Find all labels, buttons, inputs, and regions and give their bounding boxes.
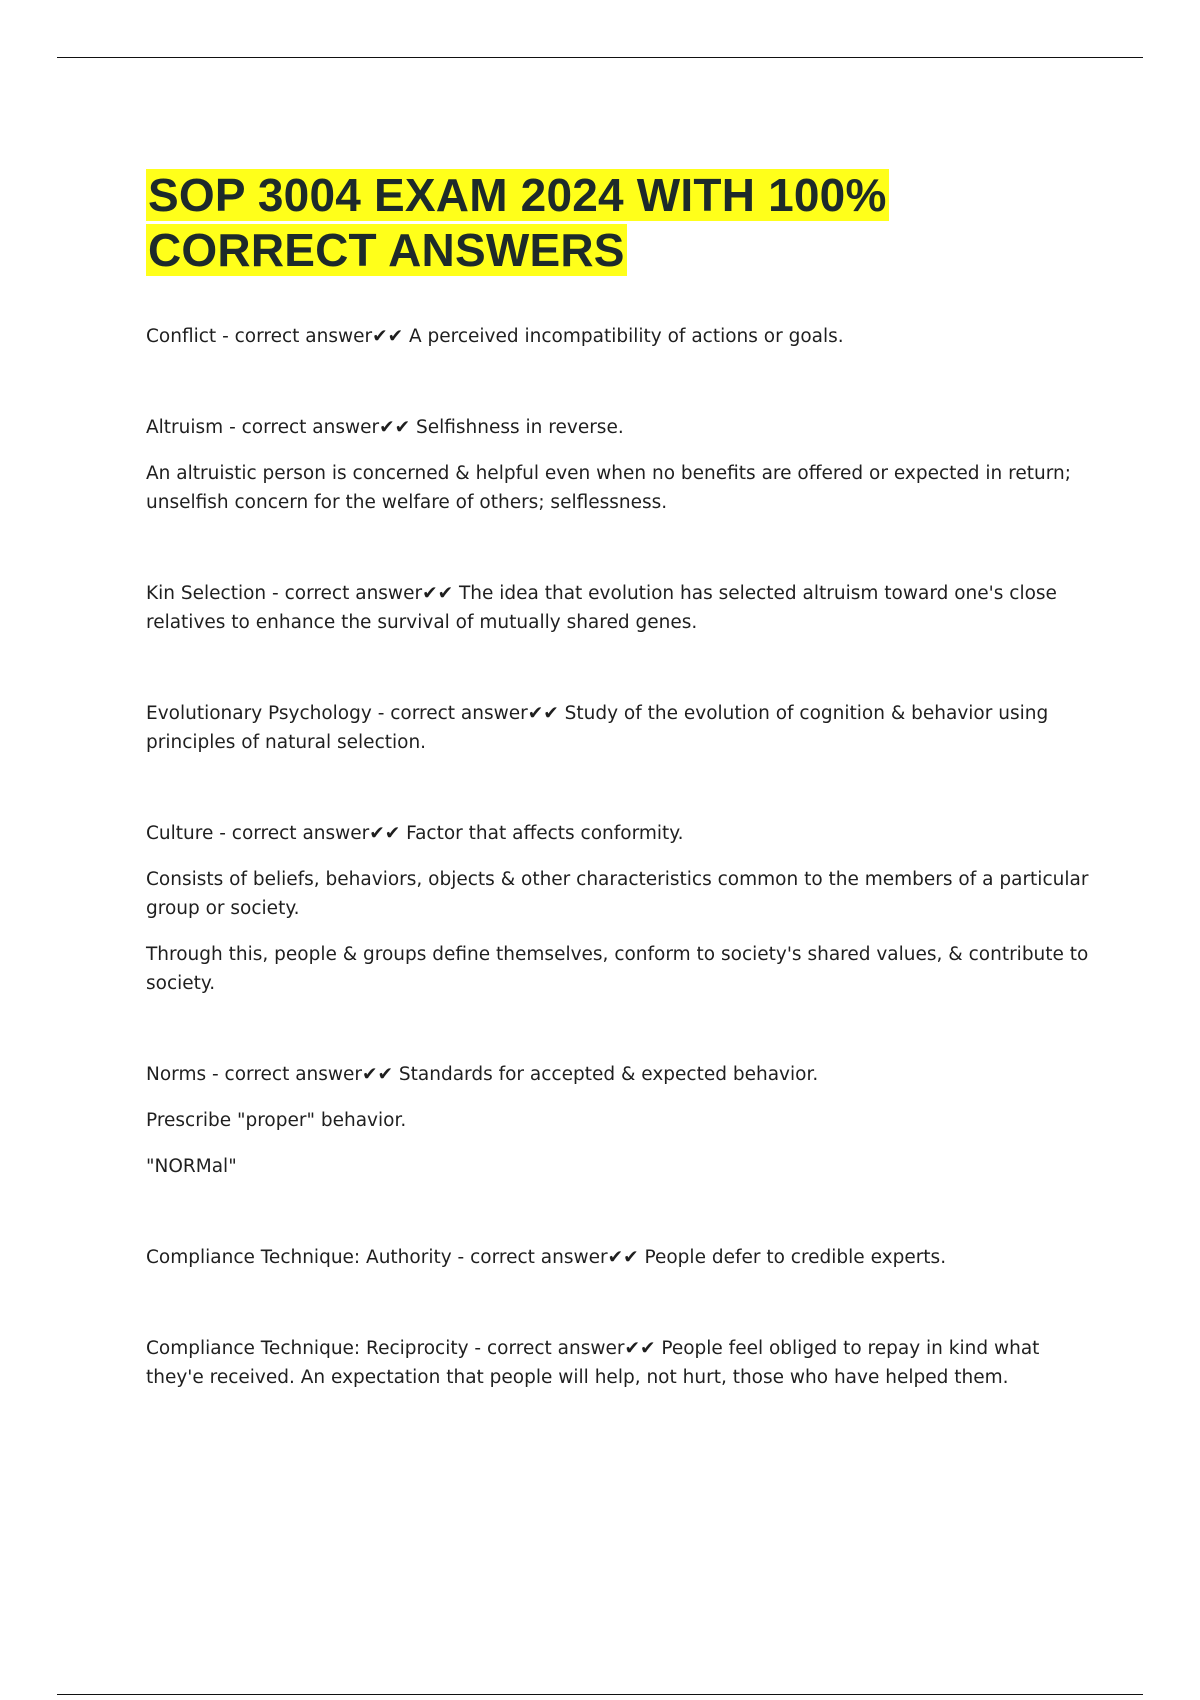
qa-separator: - correct answer — [451, 1247, 608, 1268]
qa-extra-paragraph: Through this, people & groups define themselves, conform to society's shared values, & contribute to society. — [146, 944, 1089, 994]
qa-extra-paragraph: "NORMal" — [146, 1156, 237, 1177]
qa-extra-paragraph: Consists of beliefs, behaviors, objects & other characteristics common to the members of a particular group or society. — [146, 869, 1089, 919]
double-check-icon: ✔✔ — [362, 1064, 399, 1085]
double-check-icon: ✔✔ — [527, 703, 565, 724]
qa-answer-line — [146, 1243, 1096, 1272]
qa-definition: Study of the evolution of cognition & behavior using principles of natural selection. — [146, 703, 1049, 753]
qa-separator: - correct answer — [371, 703, 528, 724]
qa-answer-line — [146, 413, 1096, 442]
qa-term: Kin Selection — [146, 583, 267, 604]
qa-entry — [146, 1334, 1096, 1392]
top-rule — [57, 57, 1143, 58]
qa-extra-paragraph: Prescribe "proper" behavior. — [146, 1110, 407, 1131]
document-title — [146, 168, 1096, 278]
qa-definition: People feel obliged to repay in kind what they'e received. An expectation that people will help, not hurt, those who have helped them. — [146, 1338, 1040, 1388]
qa-separator: - correct answer — [266, 583, 423, 604]
double-check-icon: ✔✔ — [422, 583, 459, 604]
double-check-icon: ✔✔ — [624, 1338, 662, 1359]
qa-separator: - correct answer — [216, 326, 373, 347]
double-check-icon: ✔✔ — [369, 823, 407, 844]
double-check-icon: ✔✔ — [372, 326, 409, 347]
double-check-icon: ✔✔ — [379, 417, 416, 438]
qa-term: Norms — [146, 1064, 207, 1085]
qa-term: Altruism — [146, 417, 224, 438]
qa-definition: Standards for accepted & expected behavior. — [398, 1064, 819, 1085]
qa-definition: Selfishness in reverse. — [416, 417, 624, 438]
qa-entry — [146, 819, 1096, 998]
title-highlight: SOP 3004 EXAM 2024 WITH 100% CORRECT ANSWERS — [148, 169, 887, 276]
qa-definition: Factor that affects conformity. — [406, 823, 684, 844]
qa-entry — [146, 1243, 1096, 1272]
qa-answer-line — [146, 1060, 1096, 1089]
qa-answer-line — [146, 579, 1096, 637]
qa-entry — [146, 579, 1096, 637]
qa-answer-line — [146, 699, 1096, 757]
qa-definition: The idea that evolution has selected altruism toward one's close relatives to enhance the survival of mutually shared genes. — [146, 583, 1057, 633]
bottom-rule — [57, 1694, 1143, 1695]
double-check-icon: ✔✔ — [607, 1247, 645, 1268]
qa-entry — [146, 413, 1096, 517]
qa-definition: People defer to credible experts. — [644, 1247, 947, 1268]
qa-separator: - correct answer — [213, 823, 370, 844]
document-body — [146, 168, 1096, 1454]
qa-term: Compliance Technique: Authority — [146, 1247, 452, 1268]
qa-entry — [146, 322, 1096, 351]
qa-answer-line — [146, 1334, 1096, 1392]
qa-answer-line — [146, 322, 1096, 351]
qa-list — [146, 322, 1096, 1392]
qa-entry — [146, 1060, 1096, 1181]
qa-separator: - correct answer — [468, 1338, 625, 1359]
qa-term: Compliance Technique: Reciprocity — [146, 1338, 469, 1359]
qa-separator: - correct answer — [206, 1064, 363, 1085]
qa-term: Culture — [146, 823, 214, 844]
qa-term: Conflict — [146, 326, 217, 347]
qa-answer-line — [146, 819, 1096, 848]
qa-extra-paragraph: An altruistic person is concerned & helpful even when no benefits are offered or expected in return; unselfish concern for the welfare of others; selflessness. — [146, 463, 1071, 513]
qa-entry — [146, 699, 1096, 757]
qa-definition: A perceived incompatibility of actions or goals. — [409, 326, 844, 347]
qa-separator: - correct answer — [223, 417, 380, 438]
qa-term: Evolutionary Psychology — [146, 703, 372, 724]
